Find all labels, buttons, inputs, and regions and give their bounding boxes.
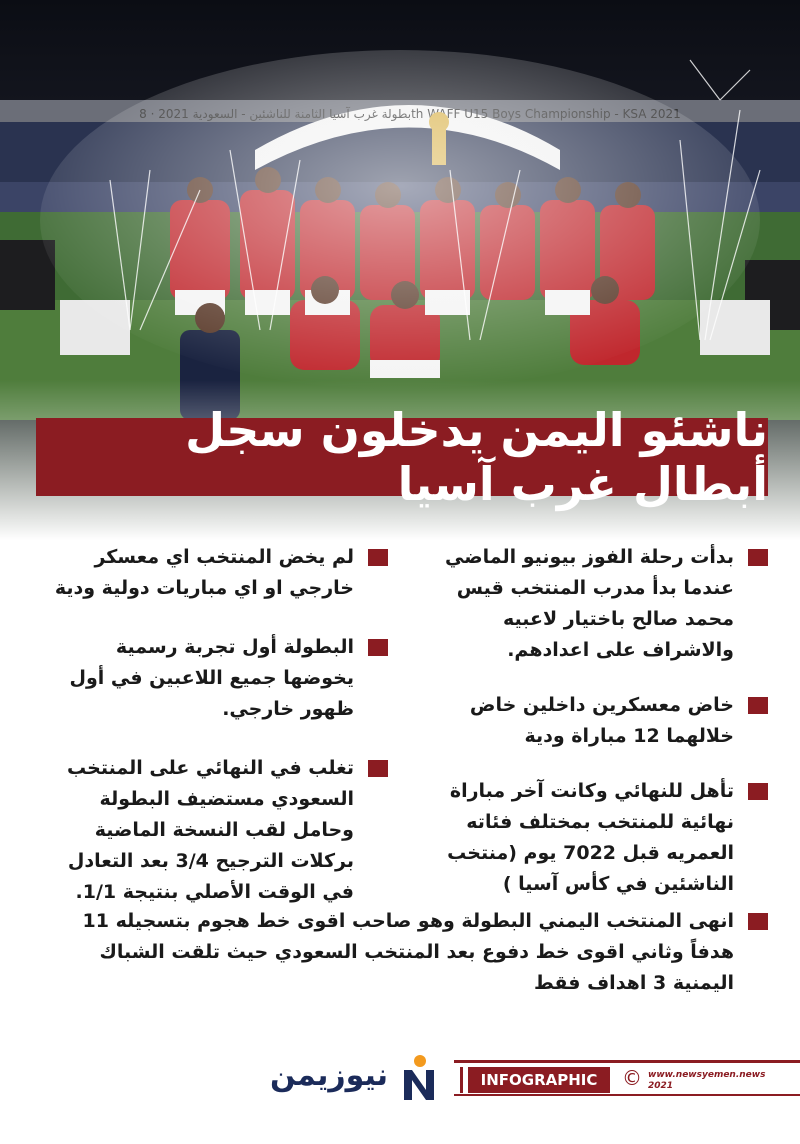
bullet-square-icon <box>368 639 388 656</box>
page-title: ناشئو اليمن يدخلون سجل أبطال غرب آسيا <box>185 403 768 511</box>
bullet-square-icon <box>748 549 768 566</box>
list-item: بدأت رحلة الفوز بيونيو الماضي عندما بدأ مدرب المنتخب قيس محمد صالح باختيار لاعبيه والاشراف على اعدادهم. <box>435 542 770 666</box>
bullet-square-icon <box>748 697 768 714</box>
list-item: لم يخض المنتخب اي معسكر خارجي او اي مباريات دولية ودية <box>40 542 390 604</box>
logo-text: نيوزيمن <box>270 1058 388 1093</box>
bullet-square-icon <box>748 913 768 930</box>
list-item: انهى المنتخب اليمني البطولة وهو صاحب اقوى خط هجوم بتسجيله 11 هدفاً وثاني اقوى خط دفوع بعد المنتخب السعودي حيث تلقت الشباك اليمنية 3 اهداف فقط <box>40 906 770 999</box>
copyright-icon: © <box>622 1066 642 1090</box>
list-item: تأهل للنهائي وكانت آخر مباراة نهائية للمنتخب بمختلف فئاته العمريه قبل 7022 يوم (منتخب الناشئين في كأس آسيا ) <box>435 776 770 900</box>
left-column <box>40 542 390 908</box>
bullet-square-icon <box>368 760 388 777</box>
bullet-square-icon <box>368 549 388 566</box>
bottom-note <box>40 906 770 999</box>
list-item: تغلب في النهائي على المنتخب السعودي مستضيف البطولة وحامل لقب النسخة الماضية بركلات الترجيح 3/4 بعد التعادل في الوقت الأصلي بنتيجة 1/1. <box>40 753 390 908</box>
infographic-tag: INFOGRAPHIC <box>468 1067 610 1093</box>
list-item: خاض معسكرين داخلين خاض خلالهما 12 مباراة ودية <box>435 690 770 752</box>
footer-divider-bottom <box>454 1094 800 1096</box>
title-banner <box>36 403 768 511</box>
site-info <box>648 1070 765 1092</box>
newsyemen-logo-icon <box>398 1052 442 1104</box>
bullet-square-icon <box>748 783 768 800</box>
site-url: www.newsyemen.news <box>648 1070 766 1080</box>
right-column <box>435 542 770 900</box>
list-item: البطولة أول تجربة رسمية يخوضها جميع اللاعبين في أول ظهور خارجي. <box>40 632 390 725</box>
footer-accent-bar <box>460 1067 463 1093</box>
footer-divider-top <box>454 1060 800 1063</box>
site-year: 2021 <box>648 1081 674 1091</box>
